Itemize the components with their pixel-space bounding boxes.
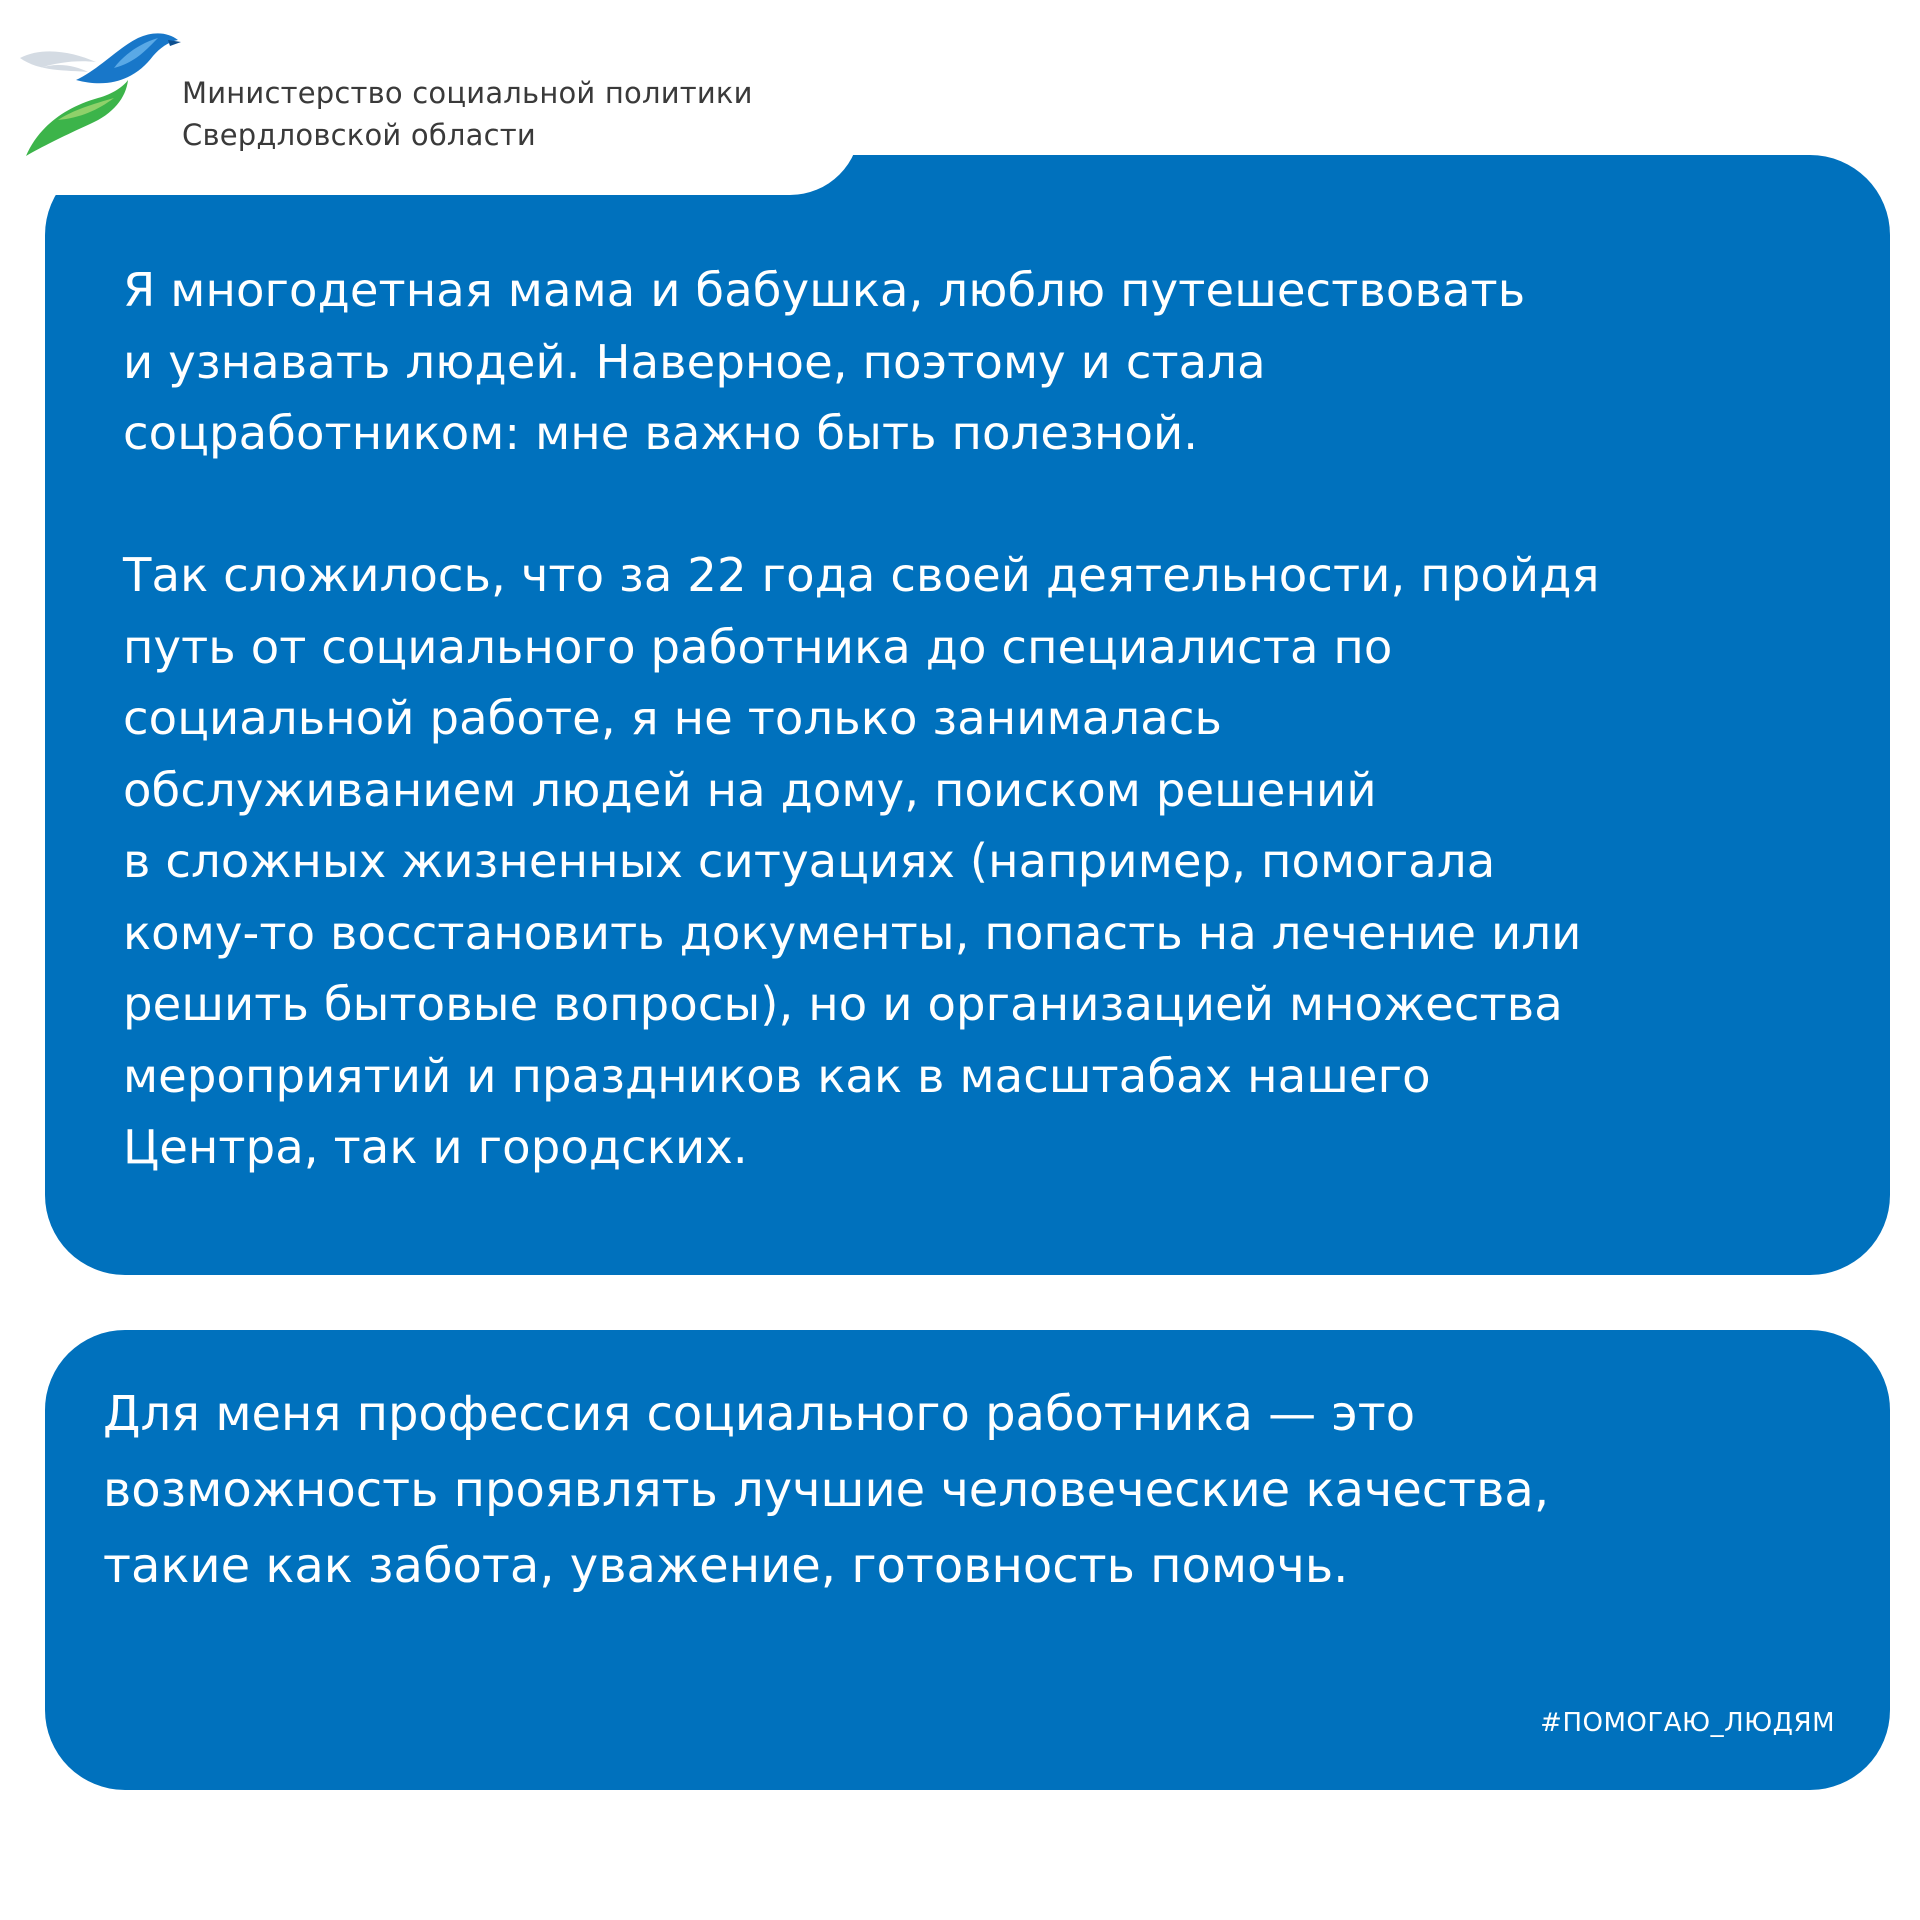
ministry-region-line: Свердловской области [182,118,536,152]
paragraph-line: Центра, так и городских. [123,1120,748,1174]
profession-quote [103,1376,1843,1604]
quote-card [45,1330,1890,1790]
paragraph-line: Я многодетная мама и бабушка, люблю путешествовать [123,263,1526,317]
paragraph-line: решить бытовые вопросы), но и организацией множества [123,977,1563,1031]
paragraph-line: путь от социального работника до специалиста по [123,619,1393,674]
quote-line: Для меня профессия социального работника — это [103,1386,1416,1442]
paragraph-line: кому-то восстановить документы, попасть на лечение или [123,905,1582,960]
paragraph-line: соцработником: мне важно быть полезной. [123,406,1199,460]
ministry-name [182,72,753,156]
paragraph-line: социальной работе, я не только занималась [123,691,1222,745]
paragraph-line: обслуживанием людей на дому, поиском решений [123,762,1377,817]
quote-line: возможность проявлять лучшие человеческие качества, [103,1462,1550,1518]
intro-paragraph [123,255,1843,470]
hashtag: #ПОМОГАЮ_ЛЮДЯМ [1540,1708,1835,1738]
career-paragraph [123,540,1843,1184]
paragraph-line: и узнавать людей. Наверное, поэтому и стала [123,334,1266,389]
quote-line: такие как забота, уважение, готовность помочь. [103,1538,1349,1594]
paragraph-line: мероприятий и праздников как в масштабах нашего [123,1048,1431,1103]
ministry-name-line: Министерство социальной политики [182,76,753,110]
paragraph-line: Так сложилось, что за 22 года своей деятельности, пройдя [123,548,1600,602]
bird-logo-icon [18,28,183,158]
paragraph-line: в сложных жизненных ситуациях (например, помогала [123,834,1496,888]
story-card [45,155,1890,1275]
header [0,0,860,195]
